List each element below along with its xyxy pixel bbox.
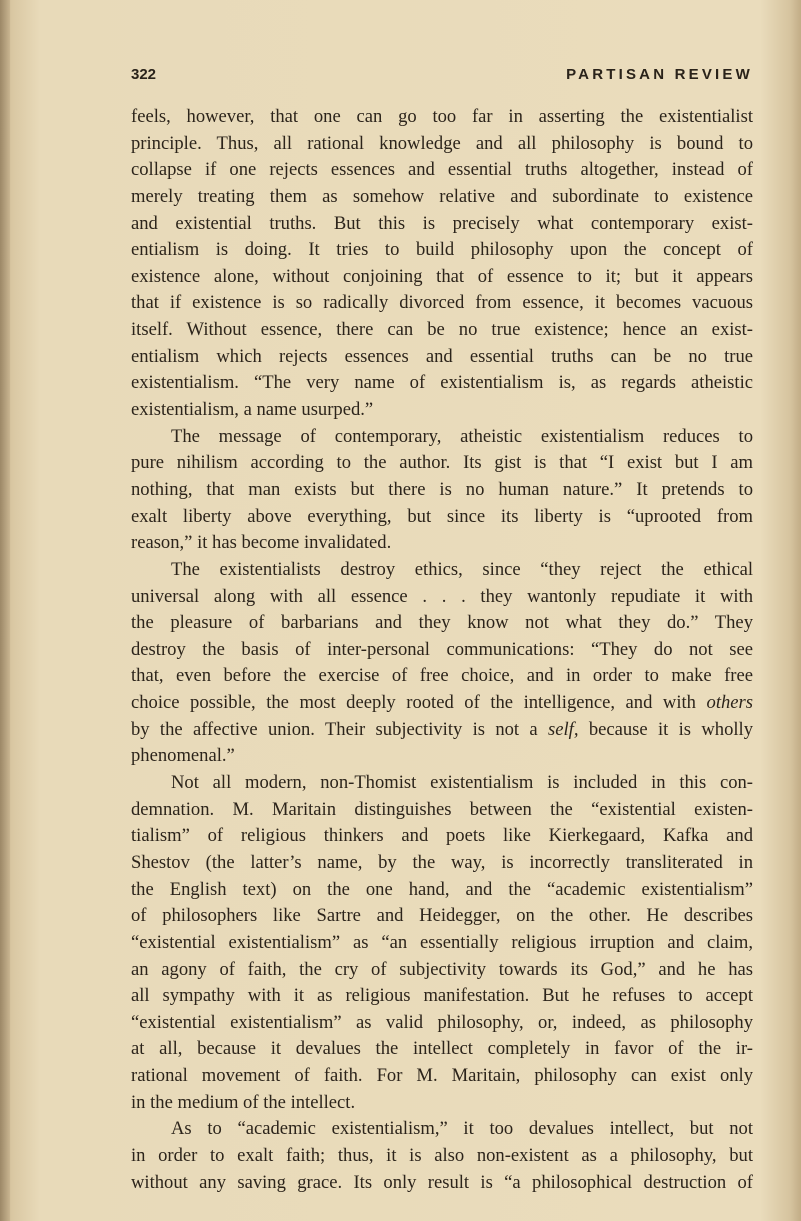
text-line: without any saving grace. Its only result is “a philosophical destruction of	[131, 1171, 753, 1193]
text-line: principle. Thus, all rational knowledge and all philosophy is bound to	[131, 132, 753, 154]
text-line: existentialism. “The very name of existentialism is, as regards atheistic	[131, 372, 753, 394]
text-line: pure nihilism according to the author. Its gist is that “I exist but I am	[131, 452, 753, 474]
text-line: in the medium of the intellect.	[131, 1091, 356, 1113]
text-line: demnation. M. Maritain distinguishes between the “existential existen-	[131, 798, 753, 820]
text-line: itself. Without essence, there can be no true existence; hence an exist-	[131, 319, 753, 341]
text-line: feels, however, that one can go too far in asserting the existentialist	[131, 106, 753, 127]
text-line: that, even before the exercise of free choice, and in order to make free	[131, 665, 753, 687]
text-line: tialism” of religious thinkers and poets like Kierkegaard, Kafka and	[131, 825, 753, 847]
running-head: PARTISAN REVIEW	[566, 66, 753, 83]
text-line: of philosophers like Sartre and Heidegger, on the other. He describes	[131, 905, 753, 927]
text-line: collapse if one rejects essences and essential truths altogether, instead of	[131, 159, 753, 181]
text-line: The existentialists destroy ethics, since “they reject the ethical	[171, 558, 753, 580]
text-line: phenomenal.”	[131, 745, 235, 767]
text-line: As to “academic existentialism,” it too devalues intellect, but not	[171, 1118, 753, 1140]
italic-word: self,	[548, 718, 579, 740]
text-segment: choice possible, the most deeply rooted of the intelligence, and with	[131, 692, 696, 714]
text-line: entialism which rejects essences and essential truths can be no true	[131, 345, 753, 367]
text-line: Shestov (the latter’s name, by the way, is incorrectly transliterated in	[131, 851, 753, 873]
page-number: 322	[131, 66, 157, 83]
text-segment: because it is wholly	[588, 718, 753, 740]
text-line: merely treating them as somehow relative and subordinate to existence	[131, 185, 753, 207]
text-line: reason,” it has become invalidated.	[131, 532, 392, 554]
text-line: all sympathy with it as religious manifestation. But he refuses to accept	[131, 985, 753, 1007]
text-line: the English text) on the one hand, and the “academic existentialism”	[131, 878, 753, 900]
italic-word: others	[706, 692, 753, 714]
text-line: existence alone, without conjoining that of essence to it; but it appears	[131, 265, 753, 287]
text-line: entialism is doing. It tries to build philosophy upon the concept of	[131, 239, 753, 261]
text-line: an agony of faith, the cry of subjectivity towards its God,” and he has	[131, 958, 753, 980]
text-line: that if existence is so radically divorced from essence, it becomes vacuous	[131, 292, 753, 314]
text-line: rational movement of faith. For M. Maritain, philosophy can exist only	[131, 1065, 753, 1087]
text-line-mixed	[131, 690, 753, 717]
text-line: destroy the basis of inter-personal communications: “They do not see	[131, 638, 753, 660]
text-line: at all, because it devalues the intellect completely in favor of the ir-	[131, 1038, 753, 1060]
text-line: the pleasure of barbarians and they know not what they do.” They	[131, 612, 753, 634]
text-line: Not all modern, non-Thomist existentialism is included in this con-	[171, 772, 753, 794]
page-gutter-shadow	[0, 0, 10, 1221]
text-line: and existential truths. But this is precisely what contemporary exist-	[131, 212, 753, 234]
text-segment: by the affective union. Their subjectivity is not a	[131, 718, 538, 740]
text-line: “existential existentialism” as valid philosophy, or, indeed, as philosophy	[131, 1011, 753, 1033]
text-line: “existential existentialism” as “an essentially religious irruption and claim,	[131, 931, 753, 953]
body-text	[131, 104, 753, 1196]
text-line: universal along with all essence . . . they wantonly repudiate it with	[131, 585, 753, 607]
text-line: existentialism, a name usurped.”	[131, 399, 374, 421]
text-line: exalt liberty above everything, but since its liberty is “uprooted from	[131, 505, 753, 527]
text-line-mixed	[131, 717, 753, 744]
text-line: The message of contemporary, atheistic existentialism reduces to	[171, 425, 753, 447]
text-line: in order to exalt faith; thus, it is also non-existent as a philosophy, but	[131, 1144, 753, 1166]
text-line: nothing, that man exists but there is no human nature.” It pretends to	[131, 478, 753, 500]
page-header	[131, 66, 753, 90]
